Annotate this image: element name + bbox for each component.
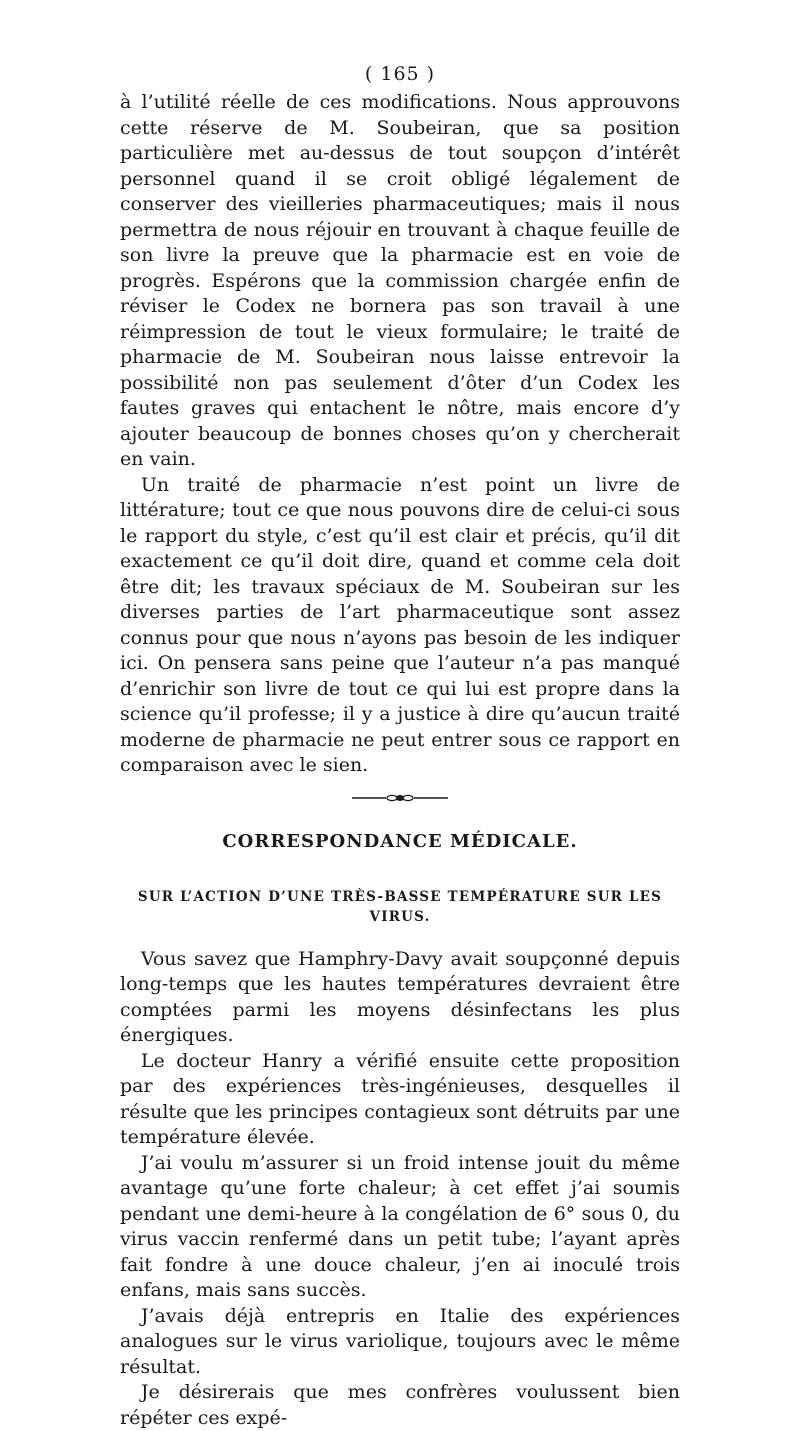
document-page xyxy=(120,62,680,1431)
article-paragraph-5: Je désirerais que mes confrères voulussent bien répéter ces expé- xyxy=(120,1380,680,1431)
body-paragraph-2: Un traité de pharmacie n’est point un livre de littérature; tout ce que nous pouvons dire de celui-ci sous le rapport du style, c’est qu’il est clair et précis, qu’il dit exactement ce qu’il doit dire, quand et comme cela doit être dit; les travaux spéciaux de M. Soubeiran sur les diverses parties de l’art pharmaceutique sont assez connus pour que nous n’ayons pas besoin de les indiquer ici. On pensera sans peine que l’auteur n’a pas manqué d’enrichir son livre de tout ce qui lui est propre dans la science qu’il professe; il y a justice à dire qu’aucun traité moderne de pharmacie ne peut entrer sous ce rapport en comparaison avec le sien. xyxy=(120,473,680,779)
article-paragraph-2: Le docteur Hanry a vérifié ensuite cette proposition par des expériences très-ingénieuses, desquelles il résulte que les principes contagieux sont détruits par une température élevée. xyxy=(120,1049,680,1151)
article-paragraph-3: J’ai voulu m’assurer si un froid intense jouit du même avantage qu’une forte chaleur; à cet effet j’ai soumis pendant une demi-heure à la congélation de 6° sous 0, du virus vaccin renfermé dans un petit tube; l’ayant après fait fondre à une douce chaleur, j’en ai inoculé trois enfans, mais sans succès. xyxy=(120,1151,680,1304)
page-number: ( 165 ) xyxy=(120,62,680,86)
article-body xyxy=(120,947,680,1431)
section-title: CORRESPONDANCE MÉDICALE. xyxy=(120,829,680,855)
body-paragraph-1: à l’utilité réelle de ces modifications. Nous approuvons cette réserve de M. Soubeiran, que sa position particulière met au-dessus de tout soupçon d’intérêt personnel quand il se croit obligé légalement de conserver des vieilleries pharmaceutiques; mais il nous permettra de nous réjouir en trouvant à chaque feuille de son livre la preuve que la pharmacie est en voie de progrès. Espérons que la commission chargée enfin de réviser le Codex ne bornera pas son travail à une réimpression de tout le vieux formulaire; le traité de pharmacie de M. Soubeiran nous laisse entrevoir la possibilité non pas seulement d’ôter d’un Codex les fautes graves qui entachent le nôtre, mais encore d’y ajouter beaucoup de bonnes choses qu’on y chercherait en vain. xyxy=(120,90,680,473)
section-divider-ornament xyxy=(350,793,450,803)
article-paragraph-4: J’avais déjà entrepris en Italie des expériences analogues sur le virus variolique, toujours avec le même résultat. xyxy=(120,1304,680,1381)
article-paragraph-1: Vous savez que Hamphry-Davy avait soupçonné depuis long-temps que les hautes températures devraient être comptées parmi les moyens désinfectans les plus énergiques. xyxy=(120,947,680,1049)
article-title: SUR L’ACTION D’UNE TRÈS-BASSE TEMPÉRATURE SUR LES VIRUS. xyxy=(120,887,680,927)
